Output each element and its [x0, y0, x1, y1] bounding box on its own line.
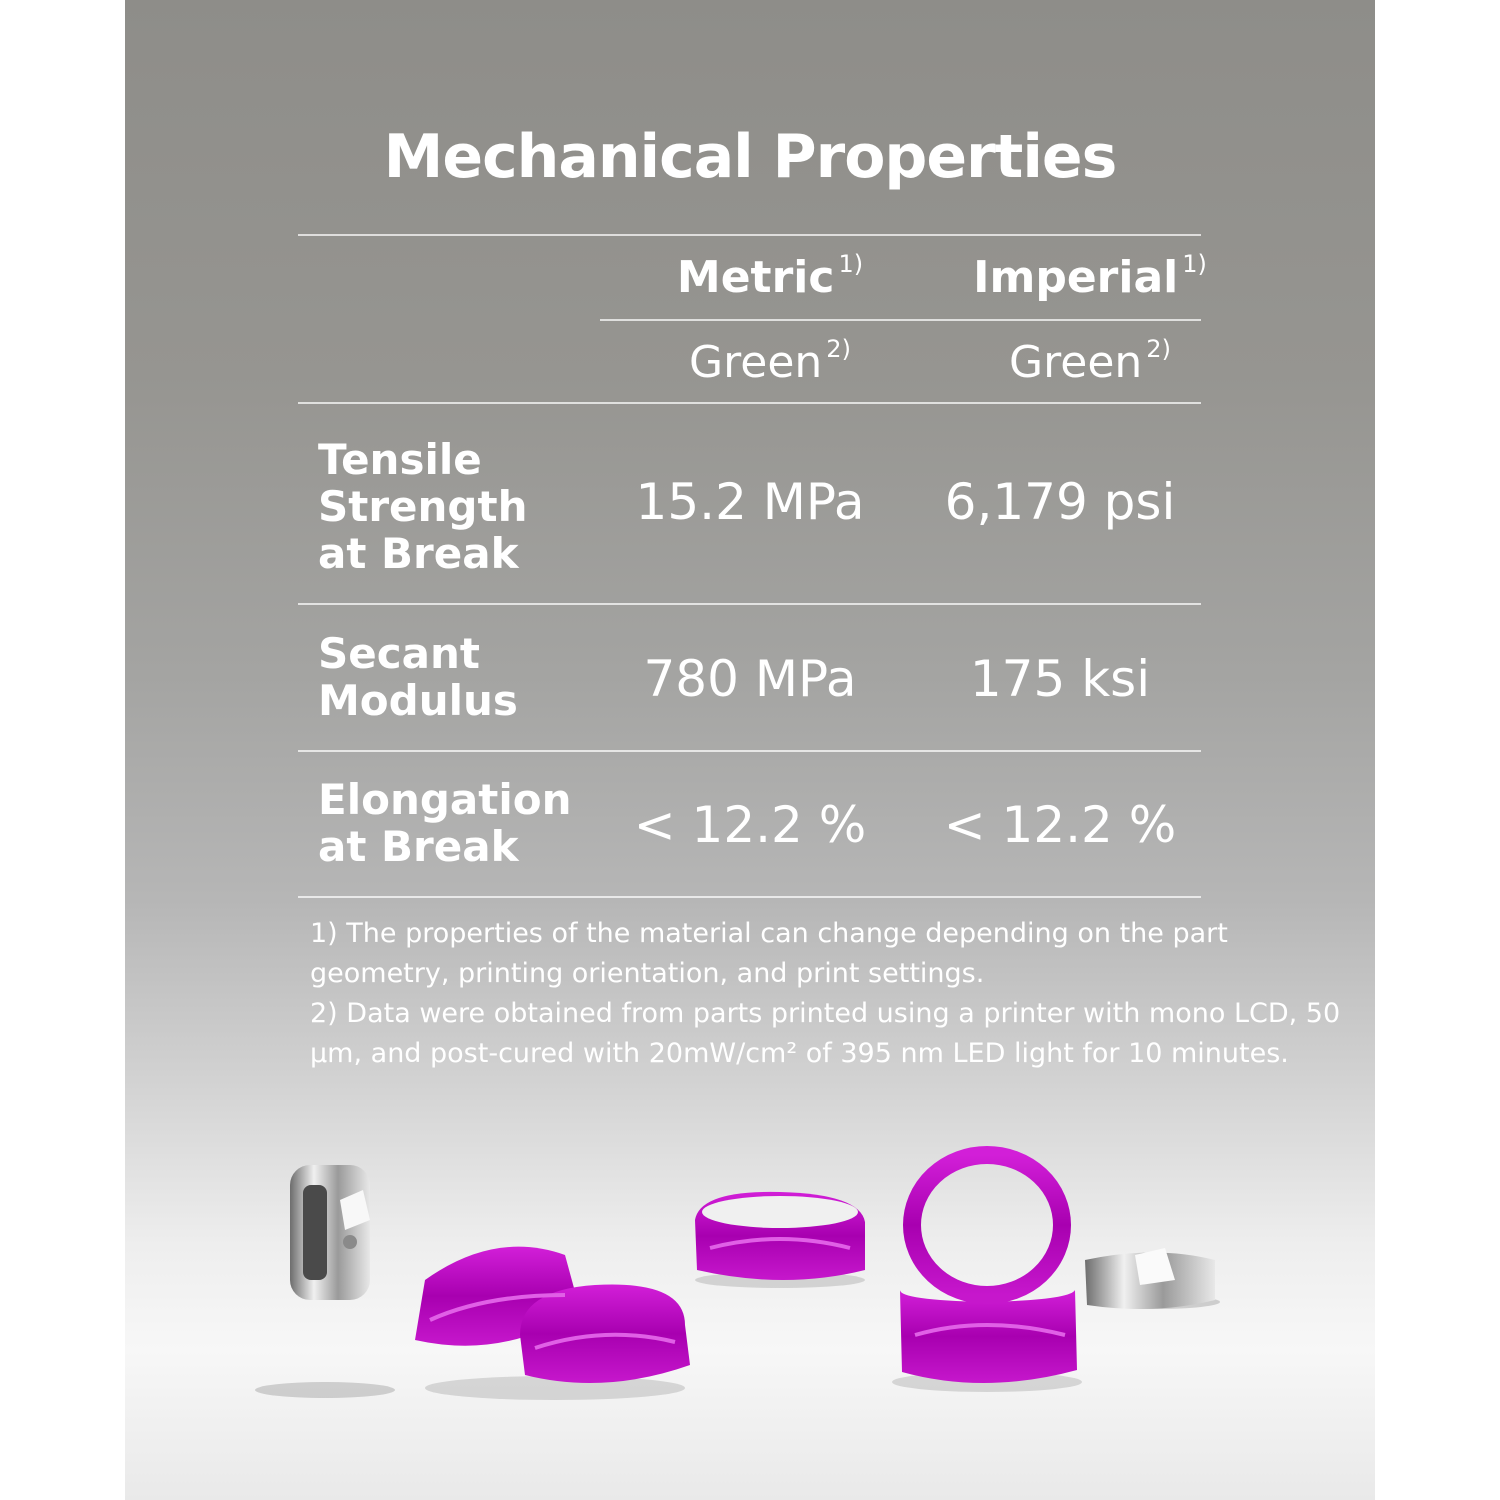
- footnote-line: geometry, printing orientation, and print settings.: [310, 958, 985, 989]
- row-label-elongation: Elongation at Break: [318, 775, 572, 871]
- row-rule: [298, 603, 1201, 605]
- cell-elongation-imperial: < 12.2 %: [943, 796, 1177, 854]
- cell-tensile-imperial: 6,179 psi: [944, 473, 1176, 531]
- metal-ring-right: [1085, 1248, 1215, 1309]
- footnote-line: 1) The properties of the material can change depending on the part: [310, 918, 1228, 949]
- product-panel: [125, 0, 1375, 1500]
- subheader-metric: Green $^{2)}$: [689, 335, 851, 388]
- rings-photo: [125, 1130, 1375, 1430]
- footnote-line: µm, and post-cured with 20mW/cm² of 395 nm LED light for 10 minutes.: [310, 1038, 1289, 1069]
- cell-tensile-metric: 15.2 MPa: [635, 473, 865, 531]
- col-header-metric: Metric $^{1)}$: [676, 250, 864, 303]
- row-rule: [298, 750, 1201, 752]
- cell-secant-metric: 780 MPa: [643, 650, 857, 708]
- page-title: Mechanical Properties: [383, 122, 1117, 192]
- footnote-line: 2) Data were obtained from parts printed using a printer with mono LCD, 50: [310, 998, 1341, 1029]
- resin-ring-left-pair: [415, 1247, 690, 1383]
- table-top-rule: [298, 234, 1201, 236]
- row-label-tensile: Tensile Strength at Break: [318, 435, 528, 578]
- row-label-secant: Secant Modulus: [318, 629, 518, 725]
- cell-elongation-metric: < 12.2 %: [633, 796, 867, 854]
- resin-ring-right-stack: [900, 1155, 1077, 1383]
- header-rule: [600, 319, 1201, 321]
- cell-secant-imperial: 175 ksi: [969, 650, 1151, 708]
- subheader-imperial: Green $^{2)}$: [1009, 335, 1171, 388]
- table-bottom-rule: [298, 896, 1201, 898]
- subheader-rule: [298, 402, 1201, 404]
- resin-ring-middle: [695, 1192, 865, 1280]
- col-header-imperial: Imperial $^{1)}$: [973, 250, 1207, 303]
- metal-ring-left: [290, 1165, 370, 1300]
